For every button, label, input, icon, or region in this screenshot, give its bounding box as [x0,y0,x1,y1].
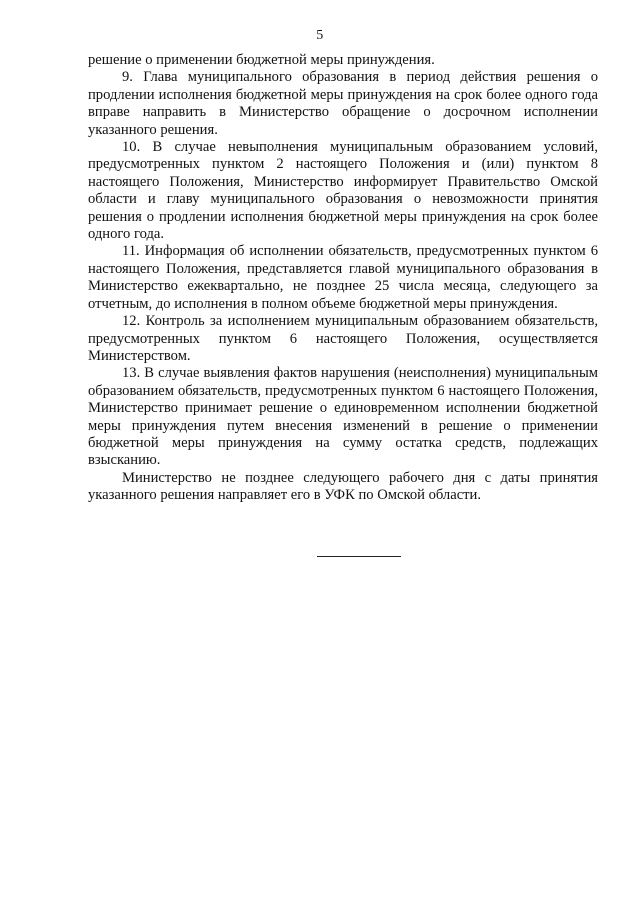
paragraph-item-11: 11. Информация об исполнении обязательств, предусмотренных пунктом 6 настоящего Положения, представляется главой муниципального образования в Министерство ежеквартально, не позднее 25 числа месяца, следующего за отчетным, до исполнения в полном объеме бюджетной меры принуждения. [88,243,598,312]
paragraph-closing: Министерство не позднее следующего рабочего дня с даты принятия указанного решения направляет его в УФК по Омской области. [88,469,598,504]
paragraph-item-9: 9. Глава муниципального образования в период действия решения о продлении исполнения бюджетной меры принуждения на срок более одного года вправе направить в Министерство обращение о досрочном исполнении указанного решения. [88,69,598,138]
paragraph-item-10: 10. В случае невыполнения муниципальным образованием условий, предусмотренных пунктом 2 настоящего Положения и (или) пунктом 8 настоящего Положения, Министерство информирует Правительство Омской области и главу муниципального образования о невозможности принятия решения о продлении исполнения бюджетной меры принуждения на срок более одного года. [88,139,598,243]
page-number: 5 [316,28,324,43]
paragraph-item-13: 13. В случае выявления фактов нарушения (неисполнения) муниципальным образованием обязательств, предусмотренных пунктом 6 настоящего Положения, Министерство принимает решение о единовременном исполнении бюджетной меры принуждения путем внесения изменений в решение о применении бюджетной меры принуждения на сумму остатка средств, подлежащих взысканию. [88,365,598,469]
paragraph-item-12: 12. Контроль за исполнением муниципальным образованием обязательств, предусмотренных пунктом 6 настоящего Положения, осуществляется Министерством. [88,313,598,364]
end-of-document-rule [317,556,401,557]
document-body [88,52,598,505]
paragraph-continuation: решение о применении бюджетной меры принуждения. [88,52,435,68]
